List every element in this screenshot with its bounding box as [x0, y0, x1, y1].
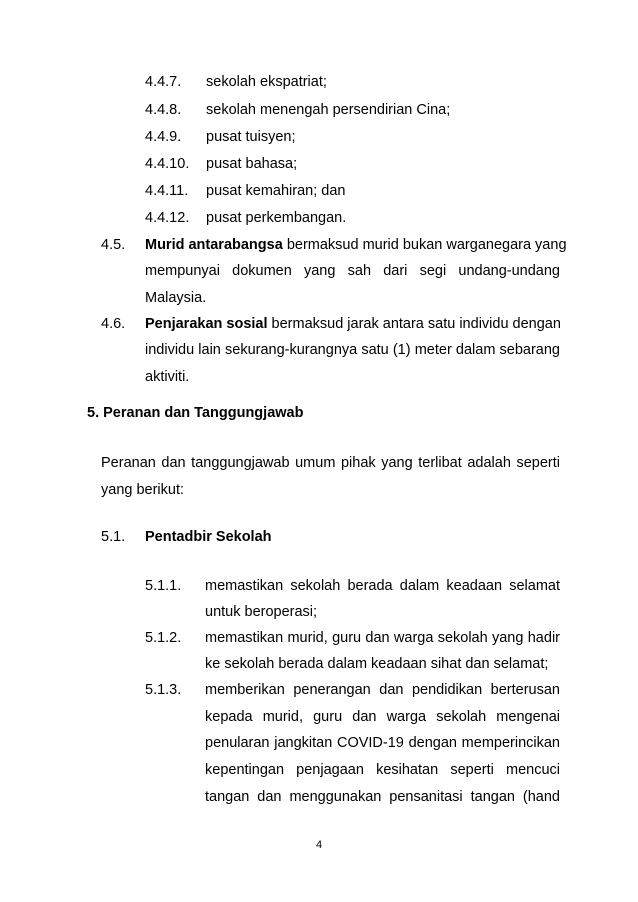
- definition-line: aktiviti.: [145, 369, 190, 385]
- defined-term: Murid antarabangsa: [145, 237, 283, 253]
- definition-line: mempunyai dokumen yang sah dari segi undang-undang: [145, 263, 560, 279]
- section-number: 4.6.: [101, 316, 126, 332]
- list-item-text: pusat kemahiran; dan: [206, 183, 346, 199]
- list-number: 4.4.9.: [145, 129, 182, 145]
- list-number: 4.4.12.: [145, 210, 190, 226]
- list-number: 4.4.11.: [145, 183, 189, 199]
- page-number: 4: [316, 839, 323, 851]
- subsection-number: 5.1.: [101, 529, 126, 545]
- item-line: penularan jangkitan COVID-19 dengan memperincikan: [205, 735, 560, 751]
- item-number: 5.1.2.: [145, 630, 182, 646]
- item-line: tangan dan menggunakan pensanitasi tangan (hand: [205, 789, 560, 805]
- item-number: 5.1.3.: [145, 682, 182, 698]
- subsection-title: Pentadbir Sekolah: [145, 529, 272, 545]
- definition-line: Malaysia.: [145, 290, 207, 306]
- item-number: 5.1.1.: [145, 578, 182, 594]
- item-line: memberikan penerangan dan pendidikan berterusan: [205, 682, 560, 698]
- list-number: 4.4.7.: [145, 74, 182, 90]
- section-heading: 5. Peranan dan Tanggungjawab: [87, 405, 304, 421]
- definition-line: [145, 236, 567, 254]
- list-item-text: pusat tuisyen;: [206, 129, 296, 145]
- section-number: 4.5.: [101, 237, 126, 253]
- list-number: 4.4.10.: [145, 156, 190, 172]
- definition-text: bermaksud murid bukan warganegara yang: [286, 237, 567, 253]
- list-number: 4.4.8.: [145, 102, 182, 118]
- defined-term: Penjarakan sosial: [145, 316, 268, 332]
- definition-text: bermaksud jarak antara satu individu dengan: [271, 316, 561, 332]
- intro-line: Peranan dan tanggungjawab umum pihak yang terlibat adalah seperti: [101, 455, 560, 471]
- list-item-text: sekolah ekspatriat;: [206, 74, 327, 90]
- list-item-text: sekolah menengah persendirian Cina;: [206, 102, 451, 118]
- item-line: kepentingan penjagaan kesihatan seperti mencuci: [205, 762, 560, 778]
- item-line: memastikan sekolah berada dalam keadaan selamat: [205, 578, 560, 594]
- item-line: untuk beroperasi;: [205, 604, 318, 620]
- item-line: memastikan murid, guru dan warga sekolah yang hadir: [205, 630, 560, 646]
- definition-line: individu lain sekurang-kurangnya satu (1) meter dalam sebarang: [145, 342, 560, 358]
- list-item-text: pusat bahasa;: [206, 156, 298, 172]
- intro-line: yang berikut:: [101, 482, 185, 498]
- item-line: kepada murid, guru dan warga sekolah mengenai: [205, 709, 560, 725]
- item-line: ke sekolah berada dalam keadaan sihat dan selamat;: [205, 656, 549, 672]
- list-item-text: pusat perkembangan.: [206, 210, 347, 226]
- definition-line: [145, 315, 561, 333]
